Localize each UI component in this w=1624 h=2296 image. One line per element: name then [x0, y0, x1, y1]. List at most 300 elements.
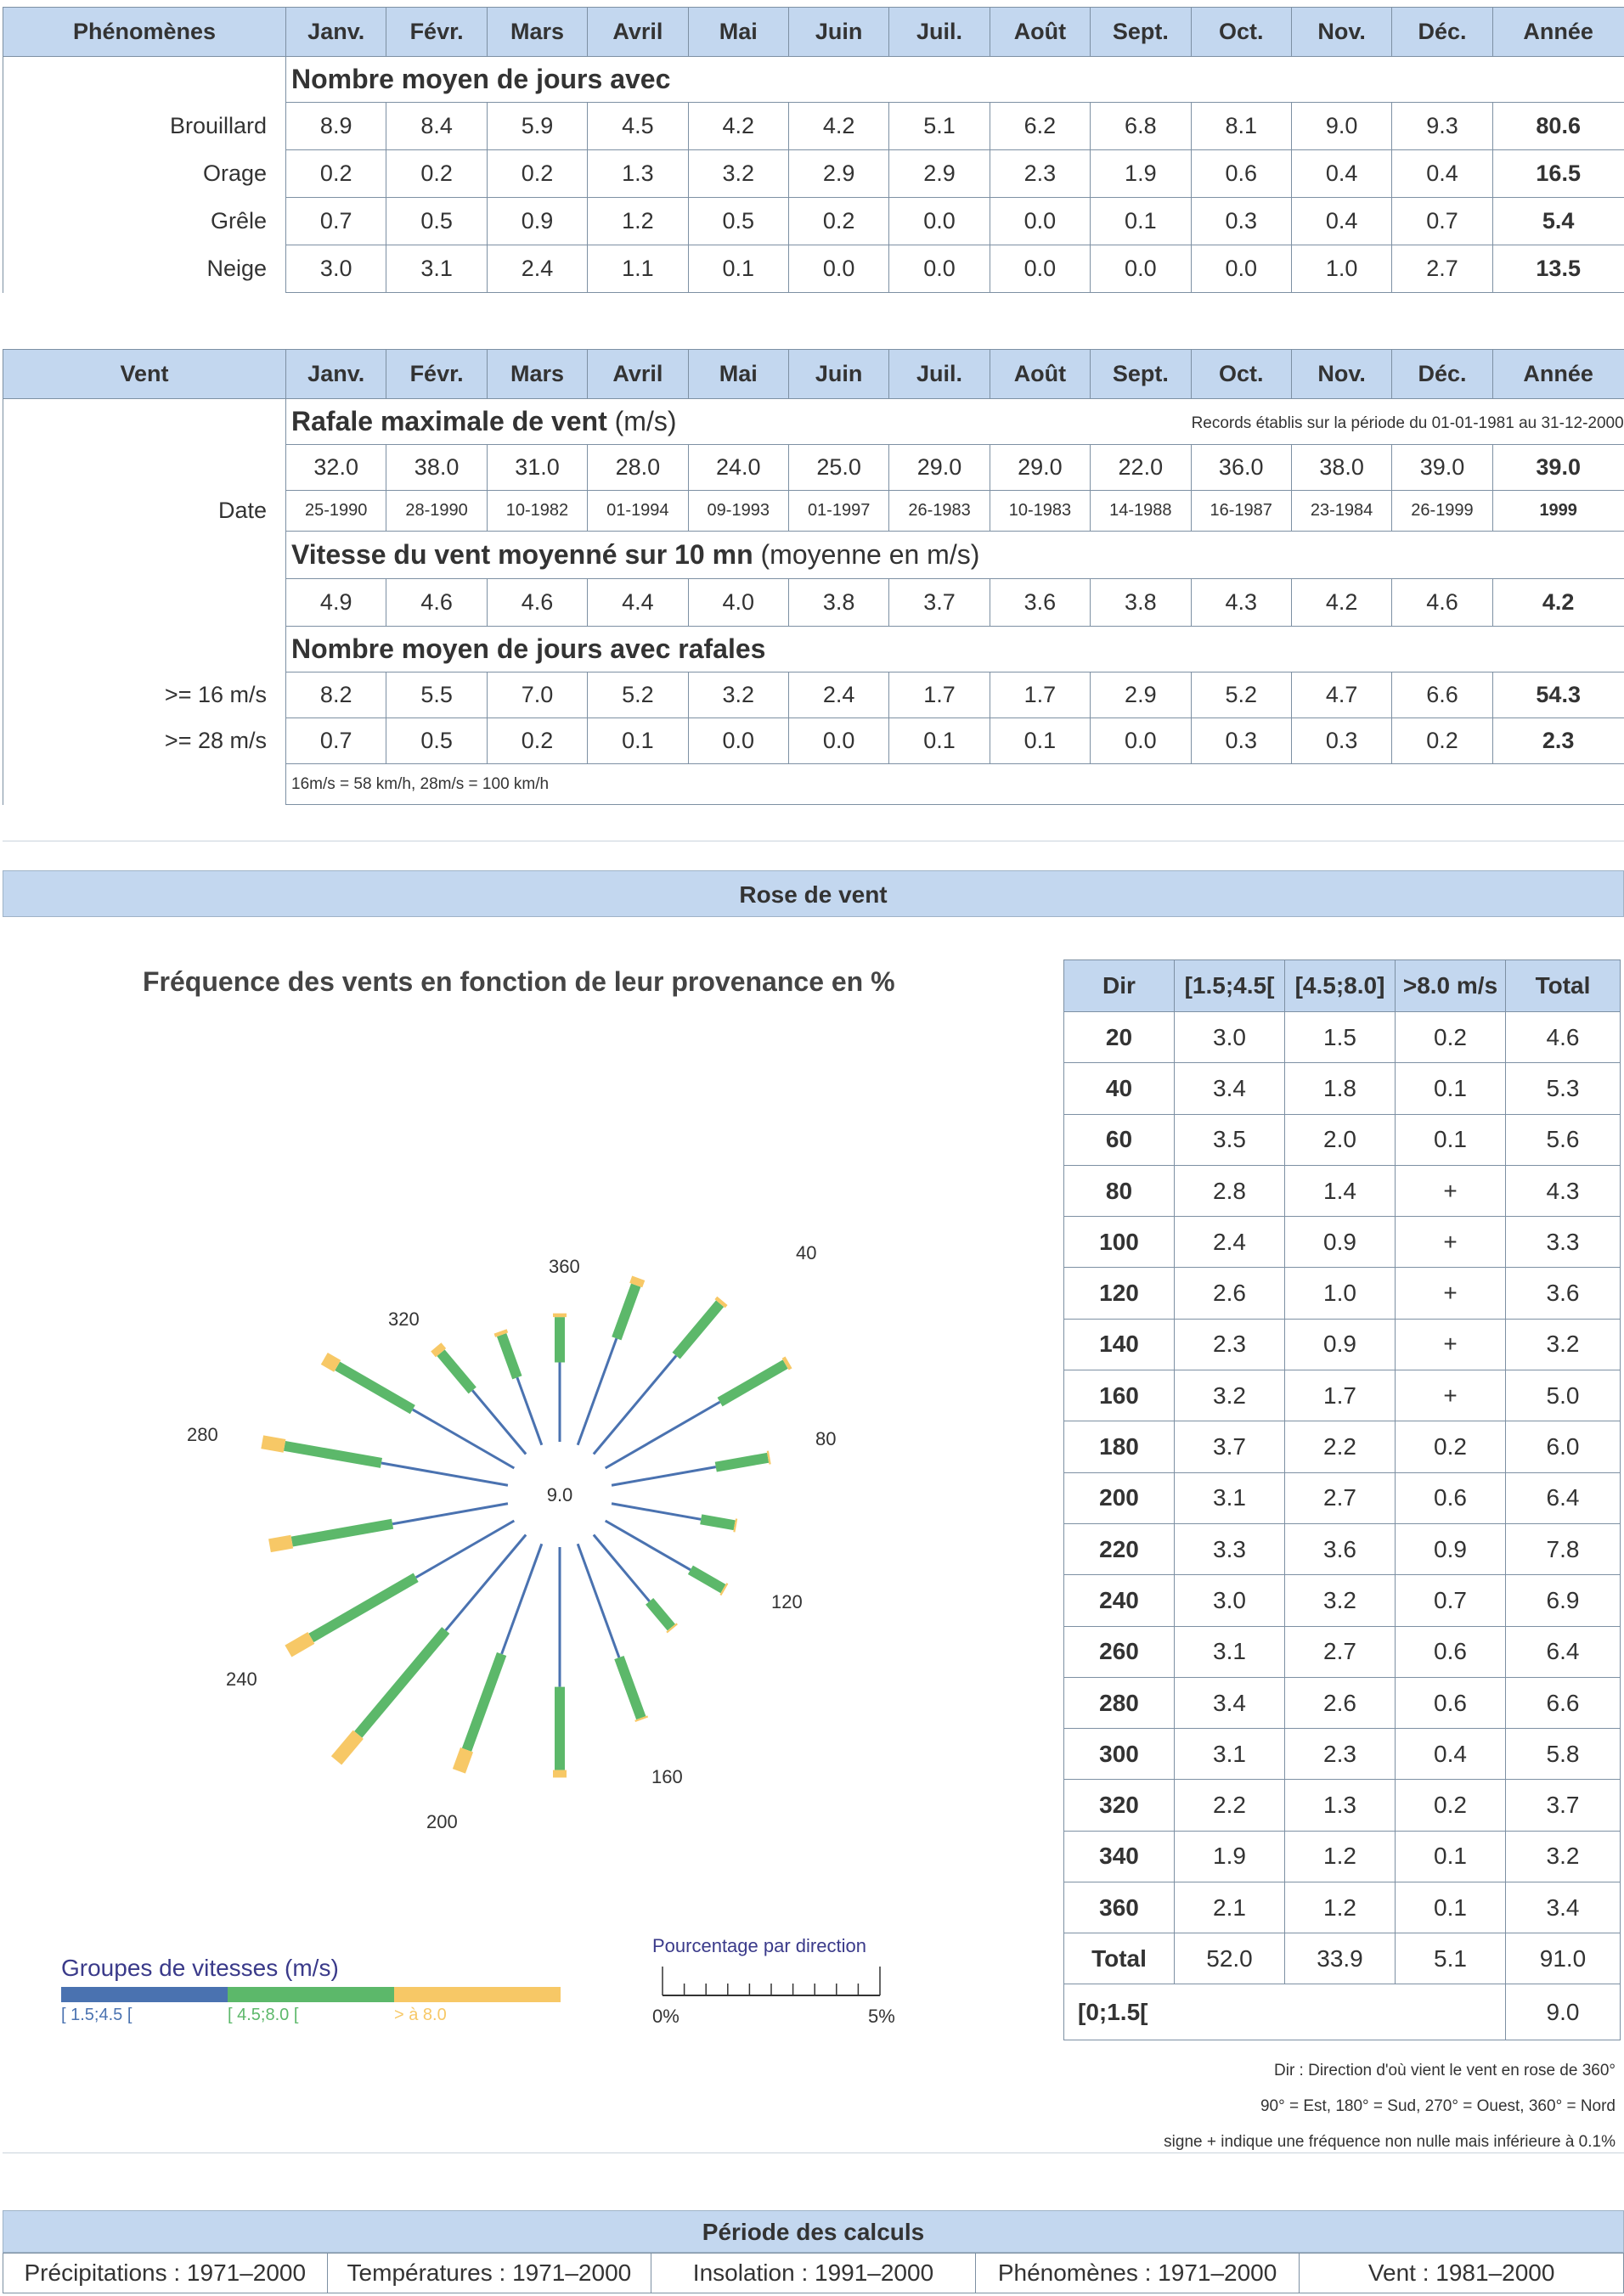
phenomena-subtitle-row — [3, 57, 1624, 103]
calm-row — [1064, 1984, 1621, 2040]
table-cell: 2.2 — [1285, 1421, 1396, 1472]
table-cell: 5.3 — [1506, 1063, 1621, 1114]
table-cell: 1.8 — [1285, 1063, 1396, 1114]
table-cell: 4.3 — [1506, 1165, 1621, 1216]
table-cell: 2.9 — [889, 150, 990, 198]
direction-cell: 40 — [1064, 1063, 1175, 1114]
period-item: Précipitations : 1971–2000 — [3, 2254, 328, 2293]
row-label: Orage — [3, 150, 286, 198]
wind-table-row — [1064, 1370, 1621, 1421]
direction-cell: 120 — [1064, 1268, 1175, 1319]
table-cell: 7.8 — [1506, 1523, 1621, 1574]
table-cell: 4.3 — [1191, 579, 1291, 627]
wind-table-row — [1064, 1626, 1621, 1677]
scale-max-label: 5% — [868, 2006, 895, 2027]
table-cell: 3.0 — [1175, 1575, 1285, 1626]
table-cell: 2.3 — [1175, 1319, 1285, 1370]
table-cell: 4.6 — [1392, 579, 1492, 627]
table-cell: 3.2 — [688, 672, 788, 718]
table-cell: 3.1 — [386, 245, 487, 293]
total-row — [1064, 1933, 1621, 1984]
wind-rose-rays — [262, 1278, 789, 1777]
rafale-values-row — [3, 445, 1624, 491]
rose-segment-40-2 — [720, 1301, 723, 1303]
rose-segment-20-2 — [636, 1278, 639, 1285]
table-cell: 0.7 — [286, 198, 386, 245]
table-cell: 1.2 — [1285, 1882, 1396, 1933]
table-cell: 0.0 — [889, 245, 990, 293]
table-cell: 0.0 — [990, 245, 1090, 293]
col-header: Total — [1506, 960, 1621, 1012]
direction-cell: 280 — [1064, 1677, 1175, 1728]
table-cell: 14-1988 — [1091, 491, 1191, 532]
table-cell: 1.1 — [588, 245, 688, 293]
table-cell: 25-1990 — [286, 491, 386, 532]
rose-segment-200-2 — [459, 1750, 466, 1771]
table-cell: 2.3 — [1285, 1729, 1396, 1780]
year-cell: 13.5 — [1492, 245, 1624, 293]
row-label: Grêle — [3, 198, 286, 245]
table-cell: 2.9 — [1091, 672, 1191, 718]
rose-segment-220-0 — [446, 1534, 526, 1629]
table-cell: 1.4 — [1285, 1165, 1396, 1216]
direction-cell: 340 — [1064, 1831, 1175, 1882]
wind-table-row — [1064, 1831, 1621, 1882]
table-cell: 6.2 — [990, 103, 1090, 150]
table-cell: 0.2 — [1392, 718, 1492, 764]
table-cell: 1.0 — [1285, 1268, 1396, 1319]
table-cell: 26-1983 — [889, 491, 990, 532]
rose-frequency-title: Fréquence des vents en fonction de leur provenance en % — [143, 966, 895, 997]
table-cell: 0.1 — [1396, 1831, 1506, 1882]
table-cell: 8.1 — [1191, 103, 1291, 150]
direction-label: 120 — [771, 1591, 803, 1612]
table-cell: 26-1999 — [1392, 491, 1492, 532]
row-label — [3, 445, 286, 491]
rose-segment-60-0 — [606, 1402, 720, 1468]
table-cell: 10-1983 — [990, 491, 1090, 532]
table-cell: 0.9 — [1285, 1319, 1396, 1370]
year-cell: 80.6 — [1492, 103, 1624, 150]
table-cell: 1.9 — [1091, 150, 1191, 198]
rose-segment-320-2 — [436, 1347, 441, 1353]
wind-table-row — [1064, 1165, 1621, 1216]
table-cell: 0.3 — [1191, 718, 1291, 764]
ge16-row — [3, 672, 1624, 718]
row-label — [3, 579, 286, 627]
direction-cell: 60 — [1064, 1114, 1175, 1165]
month-header: Déc. — [1392, 8, 1492, 57]
table-cell: 0.1 — [1396, 1063, 1506, 1114]
table-cell: 01-1994 — [588, 491, 688, 532]
table-cell: 9.0 — [1291, 103, 1391, 150]
table-cell: 2.7 — [1285, 1626, 1396, 1677]
table-cell: 24.0 — [688, 445, 788, 491]
table-cell: 0.9 — [487, 198, 587, 245]
table-cell: 0.2 — [487, 718, 587, 764]
table-cell: + — [1396, 1217, 1506, 1268]
conversion-row — [3, 764, 1624, 805]
year-cell: 54.3 — [1492, 672, 1624, 718]
table-cell: 0.2 — [1396, 1780, 1506, 1831]
table-cell: 2.7 — [1392, 245, 1492, 293]
table-cell: 4.9 — [286, 579, 386, 627]
legend-title: Groupes de vitesses (m/s) — [61, 1955, 339, 1981]
col-header: >8.0 m/s — [1396, 960, 1506, 1012]
table-cell: 2.6 — [1285, 1677, 1396, 1728]
table-cell: 0.4 — [1291, 198, 1391, 245]
note-line: signe + indique une fréquence non nulle mais inférieure à 0.1% — [1164, 2133, 1616, 2151]
legend-swatch-high — [394, 1987, 561, 2002]
table-cell: 3.4 — [1506, 1882, 1621, 1933]
phenomena-header-row — [3, 8, 1624, 57]
period-row — [3, 2253, 1624, 2293]
wind-table-row — [1064, 1575, 1621, 1626]
table-cell: 0.4 — [1291, 150, 1391, 198]
wind-table-row — [1064, 1677, 1621, 1728]
wind-table-row — [1064, 1882, 1621, 1933]
table-cell: 0.7 — [1392, 198, 1492, 245]
table-cell: + — [1396, 1370, 1506, 1421]
table-cell: 2.4 — [487, 245, 587, 293]
month-header: Oct. — [1191, 8, 1291, 57]
direction-cell: 260 — [1064, 1626, 1175, 1677]
rose-segment-200-1 — [467, 1654, 502, 1750]
table-cell: 5.2 — [1191, 672, 1291, 718]
table-cell: 4.6 — [487, 579, 587, 627]
table-cell: 2.8 — [1175, 1165, 1285, 1216]
direction-label: 80 — [815, 1428, 837, 1449]
table-cell: 28-1990 — [386, 491, 487, 532]
month-header: Févr. — [386, 350, 487, 399]
table-cell: 3.8 — [788, 579, 888, 627]
table-cell: 4.2 — [788, 103, 888, 150]
year-cell: 4.2 — [1492, 579, 1624, 627]
table-cell: 0.2 — [1396, 1421, 1506, 1472]
phenomena-subtitle: Nombre moyen de jours avec — [286, 57, 1624, 103]
direction-label: 240 — [226, 1669, 257, 1690]
table-cell: 0.3 — [1291, 718, 1391, 764]
vitesse-title-text: Vitesse du vent moyenné sur 10 mn — [291, 539, 753, 570]
period-title: Période des calculs — [3, 2210, 1624, 2253]
table-cell: 22.0 — [1091, 445, 1191, 491]
table-cell: 2.3 — [990, 150, 1090, 198]
table-cell: 6.9 — [1506, 1575, 1621, 1626]
table-cell: 2.4 — [1175, 1217, 1285, 1268]
table-cell: 0.0 — [788, 245, 888, 293]
table-cell: 0.1 — [889, 718, 990, 764]
month-header: Oct. — [1191, 350, 1291, 399]
table-cell: 25.0 — [788, 445, 888, 491]
direction-cell: 220 — [1064, 1523, 1175, 1574]
table-cell: + — [1396, 1268, 1506, 1319]
table-cell: 3.4 — [1175, 1677, 1285, 1728]
table-cell: 52.0 — [1175, 1933, 1285, 1984]
rose-segment-160-2 — [641, 1718, 642, 1719]
month-header: Avril — [588, 8, 688, 57]
row-label — [3, 57, 286, 103]
table-cell: 5.8 — [1506, 1729, 1621, 1780]
table-cell: 1.2 — [588, 198, 688, 245]
table-cell: 0.6 — [1396, 1472, 1506, 1523]
month-header: Juil. — [889, 350, 990, 399]
table-cell: 3.1 — [1175, 1729, 1285, 1780]
table-cell: + — [1396, 1319, 1506, 1370]
table-cell: 0.7 — [286, 718, 386, 764]
rose-segment-260-0 — [392, 1504, 508, 1524]
rose-segment-220-2 — [336, 1735, 358, 1761]
row-label — [3, 532, 286, 579]
table-cell: 2.4 — [788, 672, 888, 718]
table-cell: 5.5 — [386, 672, 487, 718]
phenomena-table — [3, 7, 1624, 293]
wind-table-row — [1064, 1012, 1621, 1063]
calm-label: [0;1.5[ — [1064, 1984, 1506, 2040]
month-header: Juin — [788, 8, 888, 57]
table-cell: 38.0 — [1291, 445, 1391, 491]
table-cell: 0.2 — [386, 150, 487, 198]
rose-segment-20-0 — [578, 1338, 617, 1444]
table-cell: 0.6 — [1191, 150, 1291, 198]
direction-label: 320 — [388, 1308, 420, 1330]
vitesse-values-row — [3, 579, 1624, 627]
table-cell: 0.1 — [1396, 1114, 1506, 1165]
col-header: [4.5;8.0] — [1285, 960, 1396, 1012]
month-header: Mars — [487, 8, 587, 57]
month-header: Févr. — [386, 8, 487, 57]
table-cell: 10-1982 — [487, 491, 587, 532]
divider — [3, 2152, 1624, 2153]
table-cell: 38.0 — [386, 445, 487, 491]
table-cell: 5.2 — [588, 672, 688, 718]
table-cell: 1.7 — [990, 672, 1090, 718]
direction-cell: 160 — [1064, 1370, 1175, 1421]
wind-rose-chart — [0, 917, 1053, 2038]
table-cell: 32.0 — [286, 445, 386, 491]
table-cell: 0.6 — [1396, 1677, 1506, 1728]
rose-segment-340-1 — [502, 1335, 517, 1377]
table-cell: 0.6 — [1396, 1626, 1506, 1677]
table-cell: 3.6 — [990, 579, 1090, 627]
table-cell: 5.6 — [1506, 1114, 1621, 1165]
month-header: Mars — [487, 350, 587, 399]
table-cell: 0.1 — [1091, 198, 1191, 245]
table-cell: 3.0 — [286, 245, 386, 293]
table-cell: 0.9 — [1396, 1523, 1506, 1574]
table-cell: 0.1 — [688, 245, 788, 293]
table-cell: 5.1 — [1396, 1933, 1506, 1984]
table-cell: 0.5 — [386, 198, 487, 245]
table-cell: 0.0 — [688, 718, 788, 764]
phenomena-header: Phénomènes — [3, 8, 286, 57]
table-cell: 3.2 — [1506, 1319, 1621, 1370]
month-header: Déc. — [1392, 350, 1492, 399]
legend-swatch-mid — [228, 1987, 394, 2002]
direction-notes — [1164, 2053, 1616, 2160]
wind-table-row — [1064, 1319, 1621, 1370]
col-header: [1.5;4.5[ — [1175, 960, 1285, 1012]
col-header: Dir — [1064, 960, 1175, 1012]
direction-label: 360 — [549, 1256, 580, 1277]
wind-header: Vent — [3, 350, 286, 399]
date-label: Date — [3, 491, 286, 532]
records-note: Records établis sur la période du 01-01-1981 au 31-12-2000 — [1191, 414, 1624, 432]
table-cell: 1.9 — [1175, 1831, 1285, 1882]
month-header: Juil. — [889, 8, 990, 57]
wind-table-row — [1064, 1217, 1621, 1268]
direction-cell: 240 — [1064, 1575, 1175, 1626]
year-header: Année — [1492, 350, 1624, 399]
table-cell: 4.2 — [688, 103, 788, 150]
rose-segment-280-1 — [285, 1446, 381, 1463]
table-cell: 0.0 — [889, 198, 990, 245]
row-label: Brouillard — [3, 103, 286, 150]
year-header: Année — [1492, 8, 1624, 57]
wind-direction-table — [1063, 959, 1621, 2040]
period-item: Insolation : 1991–2000 — [651, 2254, 976, 2293]
rafale-unit: (m/s) — [614, 406, 677, 436]
table-cell: 33.9 — [1285, 1933, 1396, 1984]
direction-cell: 80 — [1064, 1165, 1175, 1216]
table-cell: 3.3 — [1506, 1217, 1621, 1268]
table-cell: 0.1 — [990, 718, 1090, 764]
rose-segment-300-2 — [324, 1359, 337, 1366]
table-cell: 16-1987 — [1191, 491, 1291, 532]
table-cell: 6.6 — [1506, 1677, 1621, 1728]
wind-header-row — [3, 350, 1624, 399]
month-header: Mai — [688, 350, 788, 399]
rafale-title — [286, 399, 1624, 445]
phenomena-body — [3, 103, 1624, 293]
table-cell: 4.5 — [588, 103, 688, 150]
rose-segment-320-1 — [441, 1353, 472, 1390]
table-cell: 0.2 — [286, 150, 386, 198]
direction-cell: 300 — [1064, 1729, 1175, 1780]
table-cell: 3.3 — [1175, 1523, 1285, 1574]
month-header: Sept. — [1091, 350, 1191, 399]
phenomena-row — [3, 103, 1624, 150]
rose-segment-40-1 — [676, 1303, 719, 1355]
rose-segment-200-0 — [502, 1544, 542, 1654]
wind-table-row — [1064, 1114, 1621, 1165]
table-cell: 4.2 — [1291, 579, 1391, 627]
rose-segment-240-1 — [311, 1578, 415, 1638]
table-cell: 23-1984 — [1291, 491, 1391, 532]
rose-section-title: Rose de vent — [3, 870, 1624, 917]
rose-segment-100-1 — [701, 1519, 734, 1525]
table-cell: 0.0 — [788, 718, 888, 764]
wind-table-body — [1064, 1012, 1621, 1933]
rose-segment-160-0 — [578, 1544, 619, 1657]
table-cell: 1.2 — [1285, 1831, 1396, 1882]
rose-segment-240-2 — [288, 1638, 311, 1652]
table-cell: 09-1993 — [688, 491, 788, 532]
rose-segment-300-1 — [337, 1366, 413, 1410]
rose-segment-120-2 — [723, 1589, 725, 1590]
row-label — [3, 764, 286, 805]
wind-table-row — [1064, 1780, 1621, 1831]
table-cell: 01-1997 — [788, 491, 888, 532]
table-cell: 0.0 — [1091, 245, 1191, 293]
table-cell: 6.6 — [1392, 672, 1492, 718]
table-cell: 3.8 — [1091, 579, 1191, 627]
table-cell: 3.7 — [889, 579, 990, 627]
table-cell: 0.9 — [1285, 1217, 1396, 1268]
scale-min-label: 0% — [652, 2006, 679, 2027]
legend-label-high: > à 8.0 — [394, 2006, 447, 2024]
rose-segment-100-0 — [612, 1504, 701, 1520]
table-cell: 31.0 — [487, 445, 587, 491]
table-cell: 5.1 — [889, 103, 990, 150]
table-cell: 6.4 — [1506, 1626, 1621, 1677]
table-cell: 1.5 — [1285, 1012, 1396, 1063]
table-cell: 4.6 — [386, 579, 487, 627]
table-cell: 6.8 — [1091, 103, 1191, 150]
table-cell: 2.1 — [1175, 1882, 1285, 1933]
table-cell: 3.7 — [1175, 1421, 1285, 1472]
phenomena-row — [3, 150, 1624, 198]
table-cell: 3.2 — [1506, 1831, 1621, 1882]
rafale-title-row — [3, 399, 1624, 445]
row-label — [3, 399, 286, 445]
direction-cell: 200 — [1064, 1472, 1175, 1523]
table-cell: 28.0 — [588, 445, 688, 491]
table-cell: 0.2 — [788, 198, 888, 245]
table-cell: 6.0 — [1506, 1421, 1621, 1472]
rafale-title-text: Rafale maximale de vent — [291, 406, 607, 436]
table-cell: 0.4 — [1392, 150, 1492, 198]
table-cell: 2.7 — [1285, 1472, 1396, 1523]
period-item: Phénomènes : 1971–2000 — [976, 2254, 1300, 2293]
jours-title: Nombre moyen de jours avec rafales — [286, 627, 1624, 672]
table-cell: 4.0 — [688, 579, 788, 627]
wind-table-row — [1064, 1472, 1621, 1523]
table-cell: 8.9 — [286, 103, 386, 150]
rose-segment-80-1 — [716, 1458, 768, 1467]
table-cell: 1.0 — [1291, 245, 1391, 293]
table-cell: 1.3 — [1285, 1780, 1396, 1831]
month-header: Nov. — [1291, 350, 1391, 399]
wind-table-header-row — [1064, 960, 1621, 1012]
rose-segment-260-1 — [292, 1524, 392, 1542]
wind-table-row — [1064, 1729, 1621, 1780]
month-header: Août — [990, 8, 1090, 57]
table-cell: 0.1 — [1396, 1882, 1506, 1933]
month-header: Sept. — [1091, 8, 1191, 57]
table-cell: 0.0 — [1191, 245, 1291, 293]
table-cell: 2.0 — [1285, 1114, 1396, 1165]
table-cell: 3.1 — [1175, 1626, 1285, 1677]
year-cell: 16.5 — [1492, 150, 1624, 198]
table-cell: 7.0 — [487, 672, 587, 718]
direction-cell: 180 — [1064, 1421, 1175, 1472]
month-header: Mai — [688, 8, 788, 57]
phenomena-row — [3, 245, 1624, 293]
table-cell: 8.4 — [386, 103, 487, 150]
vitesse-title-row — [3, 532, 1624, 579]
table-cell: 36.0 — [1191, 445, 1291, 491]
rose-segment-160-1 — [619, 1657, 641, 1718]
month-header: Avril — [588, 350, 688, 399]
scale-bar — [663, 1967, 880, 1995]
legend-swatch-low — [61, 1987, 228, 2002]
table-cell: 0.0 — [990, 198, 1090, 245]
table-cell: 0.4 — [1396, 1729, 1506, 1780]
month-header: Juin — [788, 350, 888, 399]
scale-title: Pourcentage par direction — [652, 1935, 866, 1956]
direction-label: 40 — [796, 1242, 817, 1263]
rose-segment-60-1 — [720, 1365, 786, 1403]
